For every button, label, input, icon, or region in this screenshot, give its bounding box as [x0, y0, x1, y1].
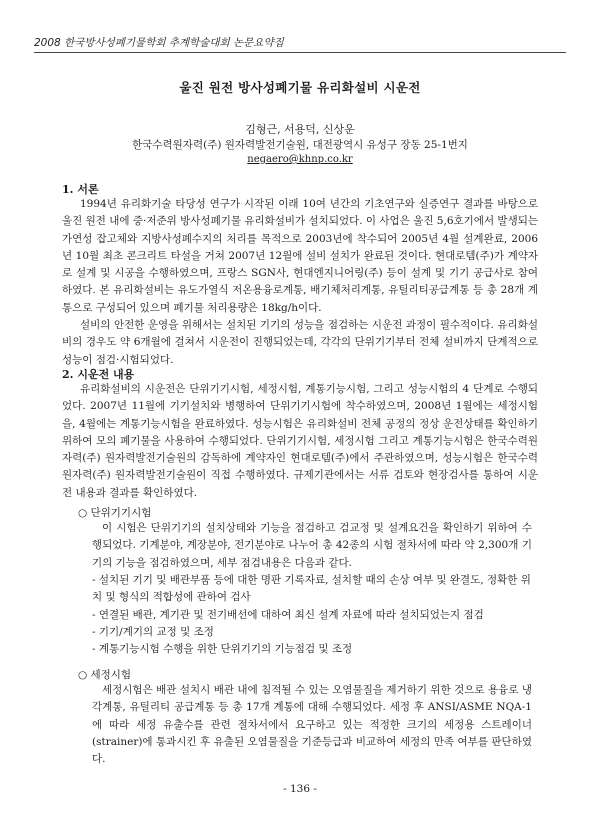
unit-test-bullet-2: - 연결된 배관, 계기관 및 전기배선에 대하여 최신 설계 자료에 따라 설치되었는지 점검	[92, 609, 484, 621]
email-link[interactable]: negaero@khnp.co.kr	[247, 154, 353, 165]
authors: 김형근, 서용덕, 신상운	[245, 123, 355, 136]
intro-paragraph-2: 설비의 안전한 운영을 위해서는 설치된 기기의 성능을 점검하는 시운전 과정이 필수적이다. 유리화설비의 경우도 약 6개월에 걸쳐서 시운전이 진행되었는데, 각각의 단위기기부터 전체 설비까지 단계적으로 성능이 점검·시험되었다.	[62, 319, 538, 366]
page-number: - 136 -	[283, 783, 317, 795]
cleaning-test-paragraph: 세정시험은 배관 설치시 배관 내에 침적될 수 있는 오염물질을 제거하기 위한 것으로 용융로 냉각계통, 유틸리티 공급계통 등 총 17개 계통에 대해 수행되었다. 세정 후 ANSI/ASME NQA-1에 따라 세정 유출수를 관련 절차서에서 요구하고 있는 적정한 크기의 세정용 스트레이너(strainer)에 통과시킨 후 유출된 오염물질을 기준등급과 비교하여 세정의 만족 여부를 판단하였다.	[92, 684, 532, 766]
affiliation: 한국수력원자력(주) 원자력발전기술원, 대전광역시 유성구 장동 25-1번지	[132, 139, 468, 151]
section-heading-intro: 1. 서론	[62, 183, 99, 196]
commission-paragraph-1: 유리화설비의 시운전은 단위기기시험, 세정시험, 계통기능시험, 그리고 성능시험의 4 단계로 수행되었다. 2007년 11월에 기기설치와 병행하여 단위기기시험에 착수하였으며, 2008년 1월에는 세정시험을, 4월에는 계통기능시험을 완료하였다. 성능시험은 유리화설비 전체 공정의 정상 운전상태를 확인하기 위하여 모의 폐기물을 사용하여 수행되었다. 단위기기시험, 세정시험 그리고 계통기능시험은 한국수력원자력(주) 원자력발전기술원의 감독하에 계약자인 현대로템(주)에서 주관하였으며, 성능시험은 한국수력원자력(주) 원자력발전기술원이 직접 수행하였다. 규제기관에서는 서류 검토와 현장검사를 통하여 시운전 내용과 결과를 확인하였다.	[62, 383, 538, 499]
paper-title: 울진 원전 방사성폐기물 유리화설비 시운전	[179, 80, 421, 95]
unit-test-body	[92, 520, 532, 572]
subsection-heading-unit-test: ○ 단위기기시험	[78, 507, 152, 519]
intro-paragraph-1: 1994년 유리화기술 타당성 연구가 시작된 이래 10여 년간의 기초연구와 실증연구 결과를 바탕으로 울진 원전 내에 중·저준위 방사성폐기물 유리화설비가 설치되었다. 이 사업은 울진 5,6호기에서 발생되는 가연성 잡고체와 지방사성폐수지의 처리를 목적으로 2003년에 착수되어 2005년 4월 설계완료, 2006년 10월 최초 콘크리트 타설을 거쳐 2007년 12월에 설비 설치가 완료된 것이다. 현대로템(주)가 계약자로 설계 및 시공을 수행하였으며, 프랑스 SGN사, 현대엔지니어링(주) 등이 설계 및 기기 공급사로 참여하였다. 본 유리화설비는 유도가열식 저온용융로계통, 배기체처리계통, 유틸리티공급계통 등 총 28개 계통으로 구성되어 있으며 폐기물 처리용량은 18kg/h이다.	[62, 198, 538, 314]
running-header: 2008 한국방사성폐기물학회 추계학술대회 논문요약집	[34, 37, 284, 49]
cleaning-test-body	[92, 682, 532, 768]
subsection-heading-cleaning-test: ○ 세정시험	[78, 669, 132, 681]
unit-test-paragraph: 이 시험은 단위기기의 설치상태와 기능을 점검하고 검교정 및 설계요건을 확인하기 위하여 수행되었다. 기계분야, 계장분야, 전기분야로 나누어 총 42종의 시험 절차서에 따라 약 2,300개 기기의 기능을 점검하였으며, 세부 점검내용은 다음과 같다.	[92, 522, 532, 569]
section-heading-commission: 2. 시운전 내용	[62, 368, 135, 381]
commission-body	[62, 381, 538, 502]
bullet-text: - 설치된 기기 및 배관부품 등에 대한 명판 기록자료, 설치할 때의 손상 여부 및 완결도, 정확한 위치 및 형식의 적합성에 관하여 검사	[92, 574, 531, 604]
header-rule	[34, 52, 566, 53]
unit-test-bullet-1	[92, 572, 532, 607]
unit-test-bullet-3: - 기기/계기의 교정 및 조정	[92, 626, 214, 638]
unit-test-bullet-4: - 계통기능시험 수행을 위한 단위기기의 기능점검 및 조정	[92, 643, 353, 655]
intro-body	[62, 196, 538, 369]
